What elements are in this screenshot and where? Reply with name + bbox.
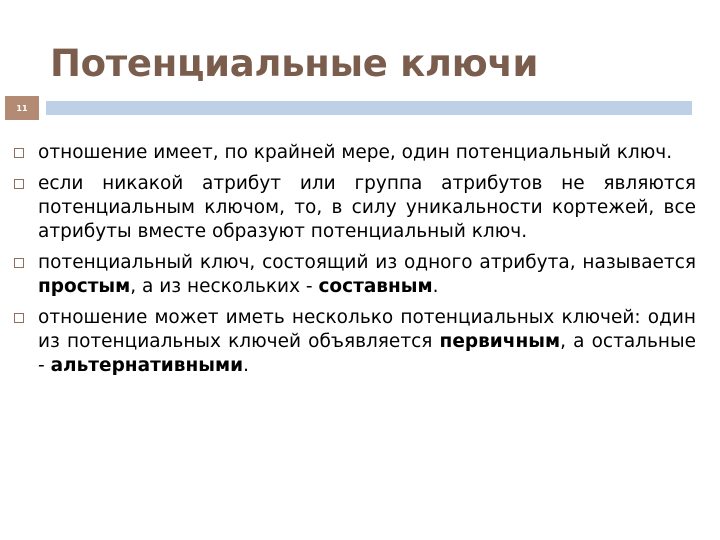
- slide-number: 11: [16, 103, 28, 113]
- term-primary: первичным: [439, 331, 561, 352]
- hollow-square-icon: [14, 313, 24, 323]
- header-bar: [0, 96, 720, 120]
- bullet-text: потенциальный ключ, состоящий из одного атрибута, называется: [38, 252, 696, 273]
- slide-title: Потенциальные ключи: [50, 42, 539, 85]
- bullet-item: [14, 306, 696, 378]
- hollow-square-icon: [14, 258, 24, 268]
- bullet-text: , а остальные -: [38, 331, 696, 376]
- bullet-item: [14, 251, 696, 299]
- hollow-square-icon: [14, 148, 24, 158]
- bullet-text: если никакой атрибут или группа атрибутов не являются потенциальным ключом, то, в силу уникальности кортежей, все атрибуты вместе образуют потенциальный ключ.: [38, 173, 696, 242]
- bullet-item: [14, 172, 696, 244]
- bullet-text: .: [432, 276, 439, 297]
- term-alternative: альтернативными: [50, 355, 244, 376]
- term-simple: простым: [38, 276, 131, 297]
- bullet-text: , а из нескольких -: [130, 276, 319, 297]
- slide-number-box: [5, 96, 39, 120]
- bullet-text: отношение имеет, по крайней мере, один потенциальный ключ.: [38, 142, 673, 163]
- bullet-list: [14, 141, 696, 385]
- hollow-square-icon: [14, 179, 24, 189]
- bullet-item: [14, 141, 696, 165]
- term-composite: составным: [318, 276, 433, 297]
- header-stripe: [46, 101, 692, 115]
- bullet-text: .: [243, 355, 249, 376]
- bullet-text: отношение может иметь несколько потенциальных ключей: один из потенциальных ключей объявляется: [38, 307, 696, 352]
